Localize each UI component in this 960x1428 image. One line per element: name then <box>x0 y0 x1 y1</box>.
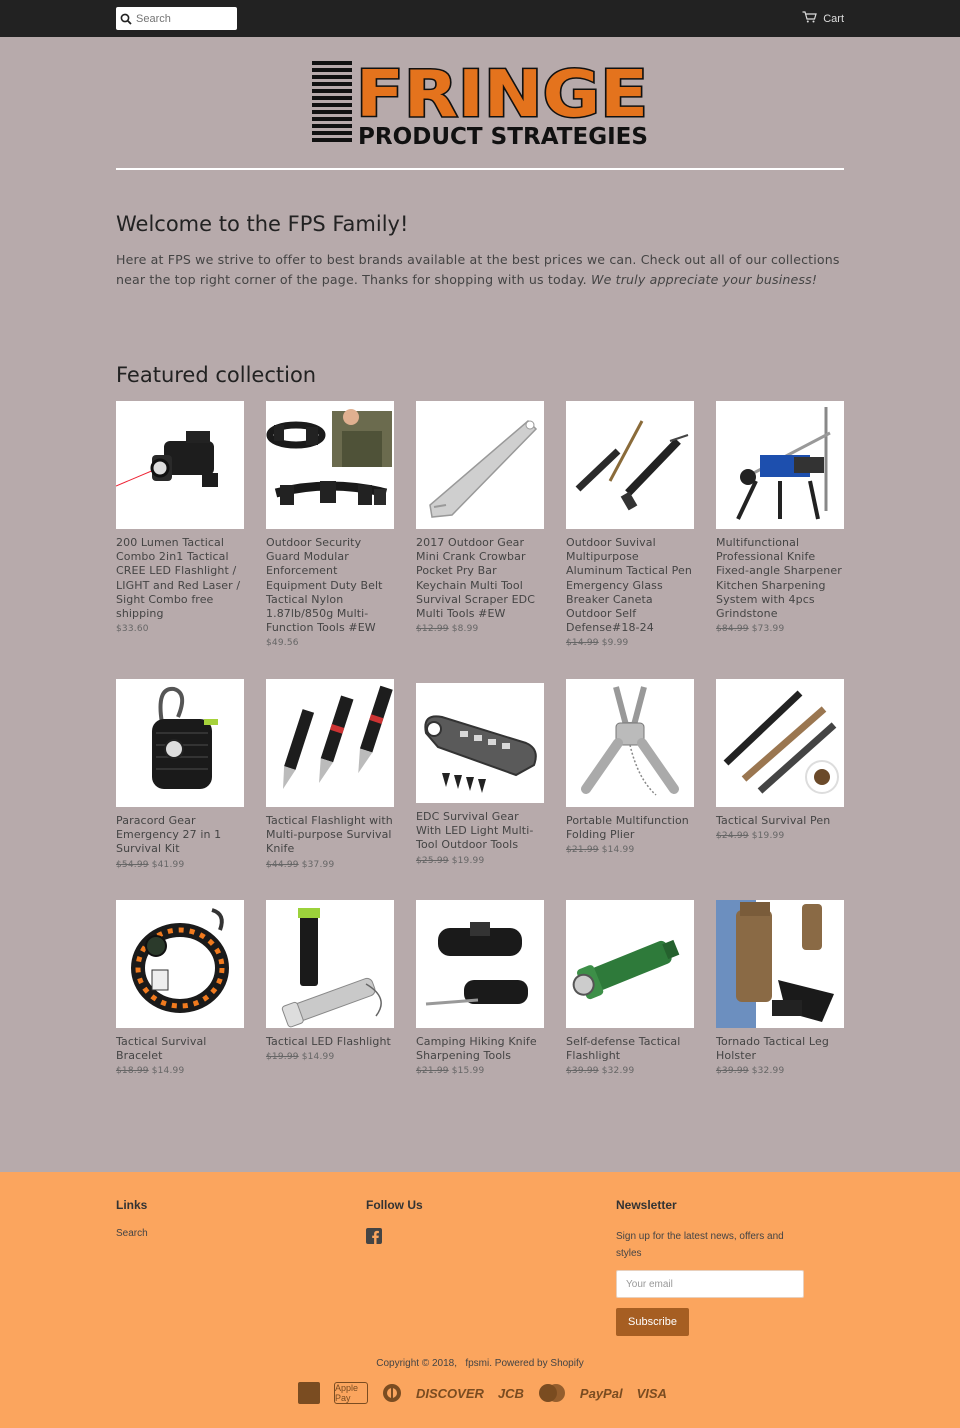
product-title[interactable]: 2017 Outdoor Gear Mini Crank Crowbar Pocket Pry Bar Keychain Multi Tool Survival Scraper EDC Multi Tools #EW <box>416 536 536 621</box>
product-price <box>416 624 544 634</box>
visa-icon: VISA <box>636 1385 667 1401</box>
search-box[interactable] <box>116 7 237 30</box>
product-price <box>116 624 244 634</box>
product-card[interactable] <box>716 900 844 1076</box>
product-card[interactable] <box>266 900 394 1062</box>
jcb-icon: JCB <box>497 1385 524 1401</box>
welcome-emphasis: We truly appreciate your business! <box>590 272 818 287</box>
product-image-duty-belt[interactable] <box>266 401 394 529</box>
compare-price: $18.99 <box>116 1066 149 1077</box>
product-price <box>266 1052 394 1062</box>
product-card[interactable] <box>416 401 544 634</box>
product-title[interactable]: Outdoor Suvival Multipurpose Aluminum Tactical Pen Emergency Glass Breaker Caneta Outdoor Self Defense#18-24 <box>566 536 692 635</box>
product-image-led-flashlight[interactable] <box>266 900 394 1028</box>
facebook-icon[interactable] <box>366 1228 382 1244</box>
product-card[interactable] <box>416 679 544 866</box>
footer-newsletter-title: Newsletter <box>616 1198 677 1212</box>
copyright-text: Copyright © 2018, <box>376 1358 457 1369</box>
footer-link-search[interactable]: Search <box>116 1228 148 1239</box>
welcome-text <box>116 250 844 290</box>
product-image-defense-flashlight[interactable] <box>566 900 694 1028</box>
product-card[interactable] <box>266 401 394 648</box>
sale-price: $9.99 <box>601 638 629 649</box>
copyright <box>0 1358 960 1369</box>
product-title[interactable]: EDC Survival Gear With LED Light Multi-Tool Outdoor Tools <box>416 810 534 852</box>
product-card[interactable] <box>566 679 694 855</box>
product-price <box>266 860 394 870</box>
sale-price: $14.99 <box>151 1066 185 1077</box>
product-price <box>416 856 544 866</box>
email-field[interactable]: Your email <box>616 1270 804 1298</box>
product-title[interactable]: Tactical Survival Pen <box>716 814 831 827</box>
compare-price: $44.99 <box>266 859 299 870</box>
logo-tagline: PRODUCT STRATEGIES <box>358 124 648 150</box>
footer-follow-title: Follow Us <box>366 1198 423 1212</box>
product-title[interactable]: Tornado Tactical Leg Holster <box>716 1035 829 1063</box>
product-price <box>566 845 694 855</box>
footer-links-title: Links <box>116 1198 148 1212</box>
product-card[interactable] <box>716 401 844 634</box>
cart-link[interactable] <box>802 11 844 26</box>
product-image-tactical-pen[interactable] <box>566 401 694 529</box>
featured-collection-title: Featured collection <box>116 363 317 387</box>
welcome-body: Here at FPS we strive to offer to best brands available at the best prices we can. Check out all of our collections near the top right corner of the page. Thanks for shopping with us today. <box>116 252 840 287</box>
product-image-bracelet[interactable] <box>116 900 244 1028</box>
product-card[interactable] <box>116 900 244 1076</box>
welcome-title: Welcome to the FPS Family! <box>116 212 409 236</box>
compare-price: $24.99 <box>716 831 749 842</box>
compare-price: $25.99 <box>416 855 449 866</box>
footer-newsletter-column <box>616 1198 806 1336</box>
compare-price: $12.99 <box>416 624 449 635</box>
apple-pay-icon: Apple Pay <box>334 1382 368 1404</box>
sale-price: $19.99 <box>451 855 485 866</box>
product-title[interactable]: Self-defense Tactical Flashlight <box>566 1035 681 1063</box>
paypal-icon: PayPal <box>579 1385 623 1401</box>
product-title[interactable]: Tactical Flashlight with Multi-purpose Survival Knife <box>266 814 393 856</box>
top-bar <box>0 0 960 37</box>
product-title[interactable]: Paracord Gear Emergency 27 in 1 Survival Kit <box>116 814 222 856</box>
product-price <box>116 1066 244 1076</box>
compare-price: $14.99 <box>566 638 599 649</box>
compare-price: $19.99 <box>266 1052 299 1063</box>
product-price <box>416 1066 544 1076</box>
product-card[interactable] <box>716 679 844 841</box>
product-image-flashlight-knife[interactable] <box>266 679 394 807</box>
compare-price: $39.99 <box>716 1066 749 1077</box>
product-card[interactable] <box>266 679 394 870</box>
logo-wordmark: FRINGE <box>356 58 648 132</box>
product-image-edc-multitool[interactable] <box>416 683 544 803</box>
footer-follow-column <box>366 1198 423 1249</box>
product-title[interactable]: Outdoor Security Guard Modular Enforcement Equipment Duty Belt Tactical Nylon 1.87lb/850g Multi-Function Tools #EW <box>266 536 383 635</box>
sale-price: $41.99 <box>151 859 185 870</box>
compare-price: $21.99 <box>416 1066 449 1077</box>
compare-price: $21.99 <box>566 845 599 856</box>
product-price <box>116 860 244 870</box>
sale-price: $8.99 <box>451 624 479 635</box>
product-price <box>716 1066 844 1076</box>
product-price <box>566 638 694 648</box>
payment-icons <box>298 1382 667 1404</box>
shop-name-link[interactable]: fpsmi <box>465 1358 490 1369</box>
product-title[interactable]: Portable Multifunction Folding Plier <box>566 814 689 842</box>
cart-label[interactable]: Cart <box>823 12 844 25</box>
product-title[interactable]: Tactical Survival Bracelet <box>116 1035 207 1063</box>
search-input[interactable] <box>136 13 231 25</box>
product-price <box>716 831 844 841</box>
product-image-leg-holster[interactable] <box>716 900 844 1028</box>
sale-price: $15.99 <box>451 1066 485 1077</box>
product-price <box>566 1066 694 1076</box>
product-title[interactable]: Tactical LED Flashlight <box>266 1035 391 1048</box>
search-icon[interactable] <box>116 7 136 30</box>
sale-price: $19.99 <box>751 831 785 842</box>
sale-price: $14.99 <box>301 1052 335 1063</box>
product-price <box>266 638 394 648</box>
amex-icon <box>298 1382 320 1404</box>
product-title[interactable]: Camping Hiking Knife Sharpening Tools <box>416 1035 537 1063</box>
mastercard-icon <box>538 1382 566 1404</box>
product-image-crowbar[interactable] <box>416 401 544 529</box>
product-title[interactable]: 200 Lumen Tactical Combo 2in1 Tactical CREE LED Flashlight / LIGHT and Red Laser / Sight Combo free shipping <box>116 536 241 621</box>
sale-price: $33.60 <box>116 624 149 635</box>
product-image-survival-kit[interactable] <box>116 679 244 807</box>
product-card[interactable] <box>416 900 544 1076</box>
product-card[interactable] <box>566 900 694 1076</box>
sale-price: $32.99 <box>751 1066 785 1077</box>
cart-icon[interactable] <box>802 11 817 26</box>
footer-links-column <box>116 1198 148 1239</box>
subscribe-button[interactable]: Subscribe <box>616 1308 689 1336</box>
product-image-flashlight-laser[interactable] <box>116 401 244 529</box>
compare-price: $39.99 <box>566 1066 599 1077</box>
compare-price: $54.99 <box>116 859 149 870</box>
powered-by: . Powered by Shopify <box>489 1358 584 1369</box>
sale-price: $14.99 <box>601 845 635 856</box>
diners-club-icon <box>382 1382 402 1404</box>
product-image-plier[interactable] <box>566 679 694 807</box>
product-image-sharpener[interactable] <box>716 401 844 529</box>
sale-price: $32.99 <box>601 1066 635 1077</box>
sale-price: $73.99 <box>751 624 785 635</box>
discover-icon: DISCOVER <box>416 1385 484 1401</box>
site-footer <box>0 1172 960 1428</box>
product-card[interactable] <box>116 401 244 634</box>
product-title[interactable]: Multifunctional Professional Knife Fixed-angle Sharpener Kitchen Sharpening System with 4pcs Grindstone <box>716 536 842 621</box>
compare-price: $84.99 <box>716 624 749 635</box>
product-image-knife-sharpener[interactable] <box>416 900 544 1028</box>
sale-price: $37.99 <box>301 859 335 870</box>
newsletter-text: Sign up for the latest news, offers and styles <box>616 1231 784 1259</box>
sale-price: $49.56 <box>266 638 299 649</box>
header-divider <box>116 168 844 170</box>
product-card[interactable] <box>566 401 694 648</box>
product-price <box>716 624 844 634</box>
product-card[interactable] <box>116 679 244 870</box>
site-logo[interactable] <box>310 58 650 150</box>
product-image-survival-pen[interactable] <box>716 679 844 807</box>
